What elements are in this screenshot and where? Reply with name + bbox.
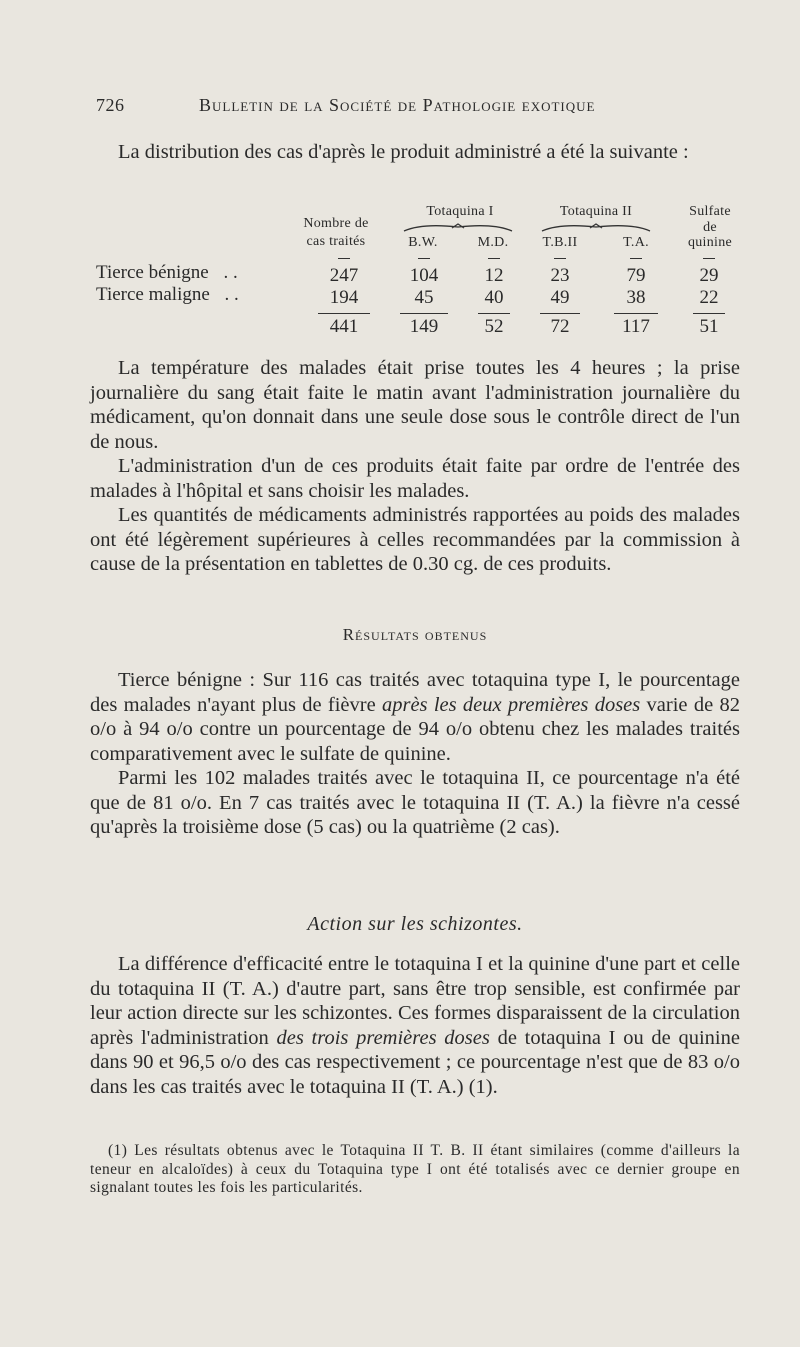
- cell-benigne-md: 12: [484, 265, 504, 286]
- brace-totaquina-1: [402, 221, 514, 233]
- italic-run: après les deux premières doses: [381, 693, 641, 716]
- cell-maligne-bw: 45: [414, 287, 434, 308]
- total-rule: [540, 313, 580, 314]
- cell-benigne-tbii: 23: [550, 265, 570, 286]
- header-sub-tbii: T.B.II: [542, 235, 578, 250]
- intro-text: La distribution des cas d'après le produit administré a été la suivante :: [118, 141, 689, 163]
- text-run: varie de 82 o/o à 94 o/o contre un pourcentage de 94 o/o obtenu chez les malades traités comparativement avec le sulfate de quinine.: [90, 693, 740, 765]
- distribution-table: [0, 0, 800, 400]
- row-label-benigne: [96, 262, 238, 284]
- header-cases-line1: Nombre de: [303, 216, 369, 231]
- total-bw: 149: [409, 316, 439, 337]
- header-sub-md: M.D.: [477, 235, 509, 250]
- row-label-maligne: [96, 284, 239, 306]
- total-md: 52: [484, 316, 504, 337]
- paragraph: L'administration d'un de ces produits était faite par ordre de l'entrée des malades à l'hôpital et sans choisir les malades.: [90, 455, 740, 502]
- total-cases: 441: [329, 316, 359, 337]
- row-leader-dots: . .: [223, 262, 238, 283]
- section-title-schizontes: Action sur les schizontes.: [307, 913, 523, 935]
- row-label-text: Tierce maligne: [96, 284, 210, 305]
- italic-run: des trois premières doses: [276, 1026, 490, 1049]
- footnote: [90, 1142, 740, 1198]
- cell-maligne-tbii: 49: [550, 287, 570, 308]
- cell-maligne-md: 40: [484, 287, 504, 308]
- text-run: de totaquina I ou de quinine dans 90 et 96,5 o/o des cas respectivement ; ce pourcentage n'est que de 83 o/o dans les cas traités avec le totaquina II (T. A.) (1).: [90, 1026, 740, 1098]
- header-sulfate-line3: quinine: [687, 235, 733, 250]
- cell-benigne-bw: 104: [409, 265, 439, 286]
- text-run: Tierce bénigne : Sur 116 cas traités avec totaquina type I, le pourcentage des malades n'ayant plus de fièvre: [90, 669, 740, 716]
- total-rule: [693, 313, 725, 314]
- total-rule: [400, 313, 448, 314]
- paragraph-schizontes: [90, 952, 740, 1099]
- row-label-text: Tierce bénigne: [96, 262, 209, 283]
- total-ta: 117: [622, 316, 650, 337]
- header-dash: [630, 258, 642, 259]
- cell-maligne-ta: 38: [626, 287, 646, 308]
- row-leader-dots: . .: [224, 284, 239, 305]
- paragraph: Les quantités de médicaments administrés rapportées au poids des malades ont été légèrement supérieures à celles recommandées par la commission à cause de la présentation en tablettes de 0.30 cg. de ces produits.: [90, 504, 740, 575]
- total-rule: [614, 313, 658, 314]
- header-sub-bw: B.W.: [408, 235, 438, 250]
- cell-maligne-cases: 194: [329, 287, 359, 308]
- paragraph: La température des malades était prise toutes les 4 heures ; la prise journalière du sang était faite le matin avant l'administration journalière du médicament, qu'on donnait dans une seule dose sous le contrôle direct de l'un de nous.: [90, 357, 740, 453]
- results-paragraphs: [90, 668, 740, 840]
- footnote-text: (1) Les résultats obtenus avec le Totaquina II T. B. II étant similaires (comme d'ailleurs la teneur en alcaloïdes) à ceux du Totaquina type I ont été totalisés avec ce dernier groupe en signalant toutes les fois les particularités.: [90, 1142, 740, 1196]
- header-dash: [703, 258, 715, 259]
- header-sulfate-line2: de: [703, 220, 717, 235]
- header-dash: [488, 258, 500, 259]
- header-dash: [554, 258, 566, 259]
- header-cases-line2: cas traités: [306, 234, 366, 249]
- brace-totaquina-2: [540, 221, 652, 233]
- cell-benigne-quinine: 29: [699, 265, 719, 286]
- header-totaquina-2: Totaquina II: [559, 204, 633, 219]
- total-rule: [318, 313, 370, 314]
- header-dash: [418, 258, 430, 259]
- cell-maligne-quinine: 22: [699, 287, 719, 308]
- methods-paragraphs: [90, 356, 740, 577]
- running-title: Bulletin de la Société de Pathologie exotique: [199, 95, 596, 115]
- total-quinine: 51: [699, 316, 719, 337]
- schizontes-paragraph: [90, 952, 740, 1099]
- paragraph-parmi: Parmi les 102 malades traités avec le totaquina II, ce pourcentage n'a été que de 81 o/o. En 7 cas traités avec le totaquina II (T. A.) la fièvre n'a cessé qu'après la troisième dose (5 cas) ou la quatrième (2 cas).: [90, 767, 740, 838]
- header-dash: [338, 258, 350, 259]
- paragraph-benigne: [90, 668, 740, 766]
- total-rule: [478, 313, 510, 314]
- total-tbii: 72: [550, 316, 570, 337]
- header-totaquina-1: Totaquina I: [426, 204, 494, 219]
- cell-benigne-cases: 247: [329, 265, 359, 286]
- cell-benigne-ta: 79: [626, 265, 646, 286]
- text-run: La différence d'efficacité entre le totaquina I et la quinine d'une part et celle du totaquina II (T. A.) d'autre part, sans être trop sensible, est confirmée par leur action directe sur les schizontes. Ces formes disparaissent de la circulation après l'administration: [90, 953, 740, 1049]
- page-number: 726: [96, 95, 125, 115]
- header-sulfate-line1: Sulfate: [689, 204, 731, 219]
- section-title-resultats: Résultats obtenus: [342, 625, 488, 644]
- header-sub-ta: T.A.: [623, 235, 649, 250]
